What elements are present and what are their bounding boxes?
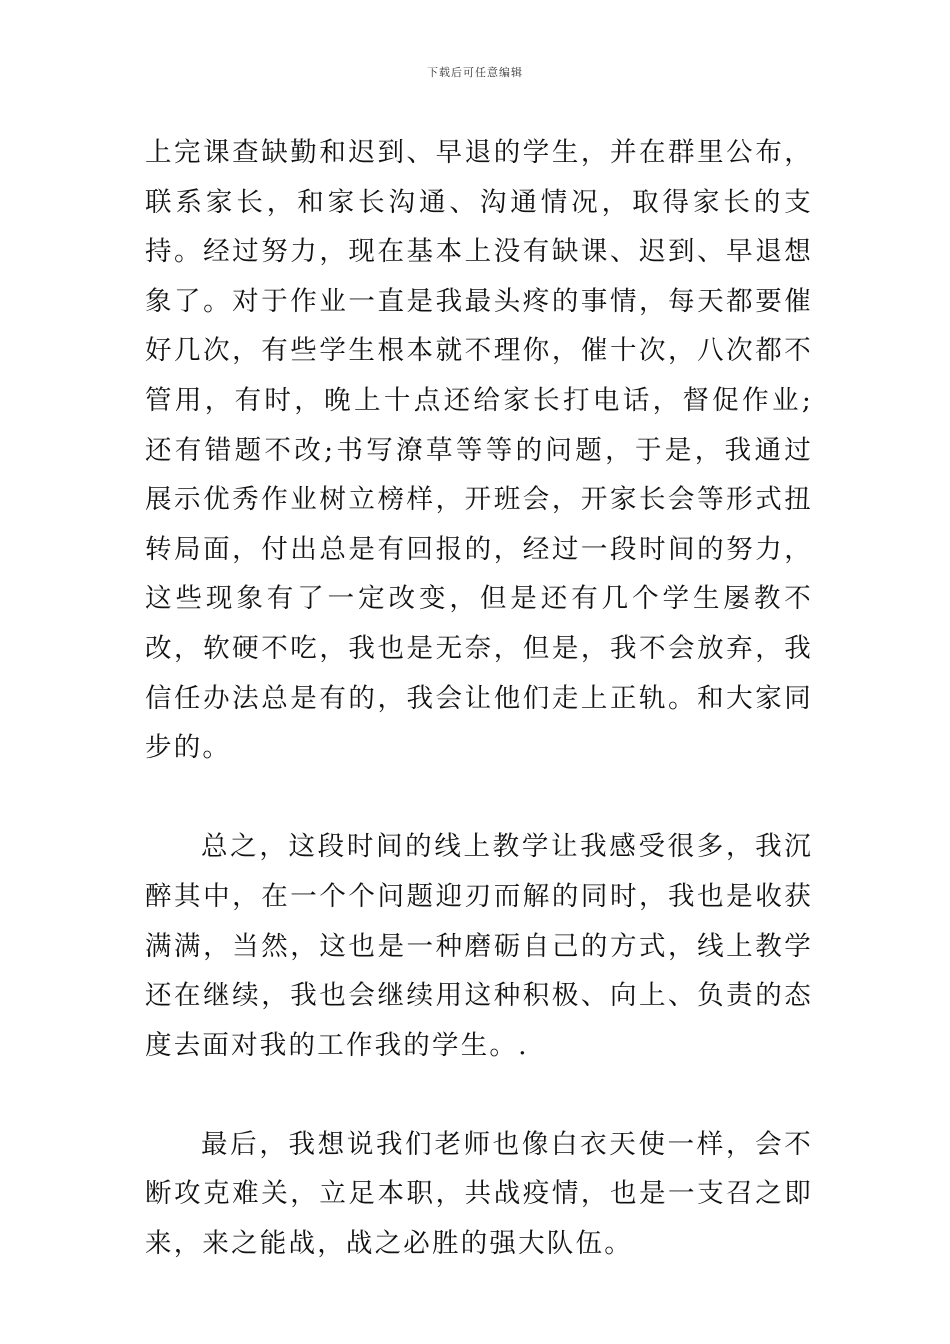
document-body — [145, 128, 813, 1269]
paragraph-conclusion: 总之，这段时间的线上教学让我感受很多，我沉醉其中，在一个个问题迎刃而解的同时，我也是收获满满，当然，这也是一种磨砺自己的方式，线上教学还在继续，我也会继续用这种积极、向上、负责的态度去面对我的工作我的学生。. — [145, 831, 813, 1061]
paragraph-closing: 最后，我想说我们老师也像白衣天使一样，会不断攻克难关，立足本职，共战疫情，也是一支召之即来，来之能战，战之必胜的强大队伍。 — [145, 1128, 813, 1260]
paragraph-spacer — [145, 1070, 813, 1120]
paragraph-spacer — [145, 773, 813, 823]
page-header: 下载后可任意编辑 — [427, 66, 523, 79]
paragraph-continuation: 上完课查缺勤和迟到、早退的学生，并在群里公布，联系家长，和家长沟通、沟通情况，取得家长的支持。经过努力，现在基本上没有缺课、迟到、早退想象了。对于作业一直是我最头疼的事情，每天都要催好几次，有些学生根本就不理你，催十次，八次都不管用，有时，晚上十点还给家长打电话，督促作业;还有错题不改;书写潦草等等的问题，于是，我通过展示优秀作业树立榜样，开班会，开家长会等形式扭转局面，付出总是有回报的，经过一段时间的努力，这些现象有了一定改变，但是还有几个学生屡教不改，软硬不吃，我也是无奈，但是，我不会放弃，我信任办法总是有的，我会让他们走上正轨。和大家同步的。 — [145, 137, 813, 764]
